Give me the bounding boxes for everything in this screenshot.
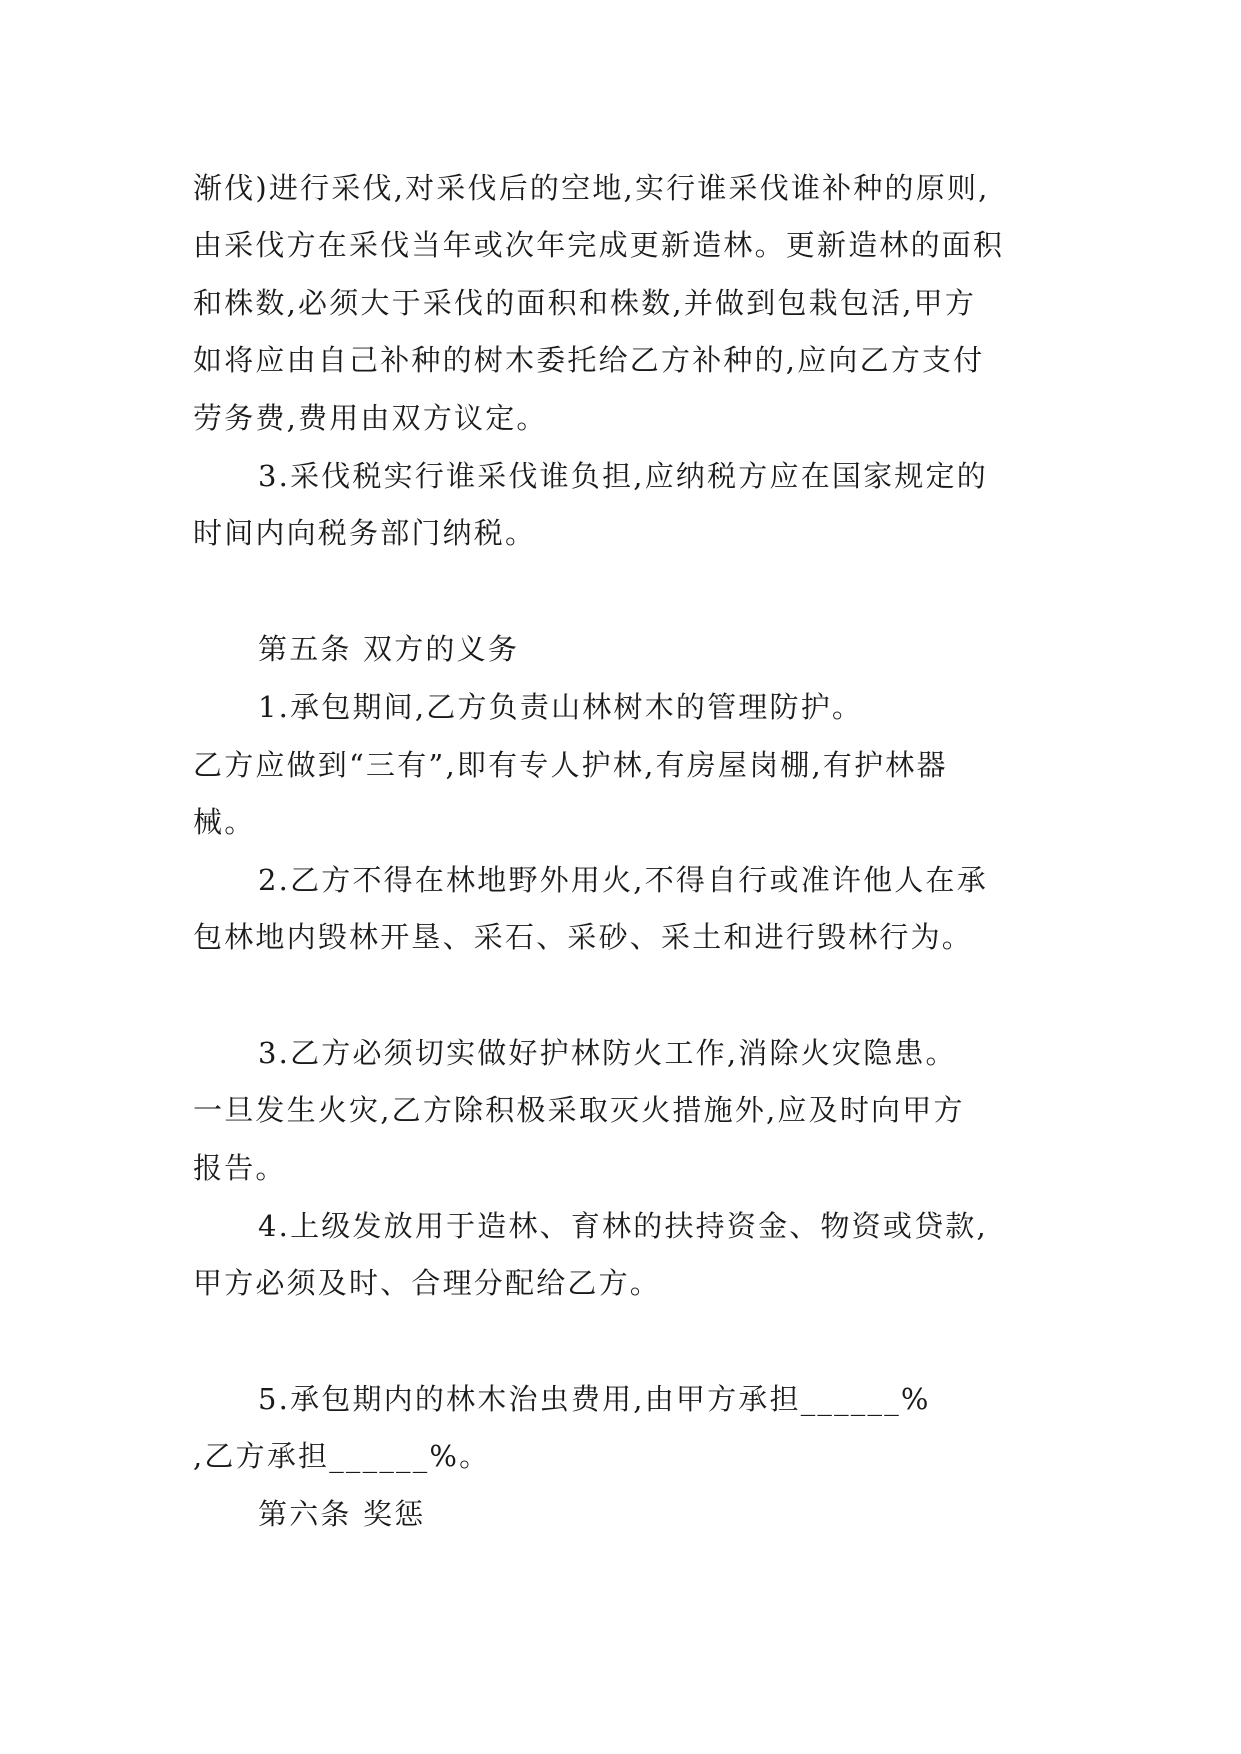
paragraph-line: 时间内向税务部门纳税。	[193, 516, 537, 550]
paragraph-line: 1.承包期间,乙方负责山林树木的管理防护。	[258, 690, 864, 724]
paragraph-line: 4.上级发放用于造林、育林的扶持资金、物资或贷款,	[258, 1209, 988, 1243]
section-heading: 第五条 双方的义务	[258, 632, 520, 666]
paragraph-line: 渐伐)进行采伐,对采伐后的空地,实行谁采伐谁补种的原则,	[193, 171, 990, 205]
paragraph-line: 由采伐方在采伐当年或次年完成更新造林。更新造林的面积	[193, 228, 1005, 262]
paragraph-line: 一旦发生火灾,乙方除积极采取灭火措施外,应及时向甲方	[193, 1093, 965, 1127]
paragraph-line: 械。	[193, 805, 256, 839]
paragraph-line: 劳务费,费用由双方议定。	[193, 401, 548, 435]
paragraph-line: 5.承包期内的林木治虫费用,由甲方承担______%	[258, 1382, 931, 1416]
paragraph-line: 报告。	[193, 1151, 287, 1185]
section-heading: 第六条 奖惩	[258, 1497, 426, 1531]
paragraph-line: ,乙方承担______%。	[193, 1439, 491, 1473]
paragraph-line: 和株数,必须大于采伐的面积和株数,并做到包栽包活,甲方	[193, 286, 977, 320]
paragraph-line: 2.乙方不得在林地野外用火,不得自行或准许他人在承	[258, 863, 988, 897]
paragraph-line: 乙方应做到“三有”,即有专人护林,有房屋岗棚,有护林器	[193, 748, 948, 782]
paragraph-line: 3.采伐税实行谁采伐谁负担,应纳税方应在国家规定的	[258, 459, 988, 493]
paragraph-line: 如将应由自己补种的树木委托给乙方补种的,应向乙方支付	[193, 343, 985, 377]
paragraph-line: 3.乙方必须切实做好护林防火工作,消除火灾隐患。	[258, 1036, 957, 1070]
paragraph-line: 甲方必须及时、合理分配给乙方。	[193, 1266, 662, 1300]
paragraph-line: 包林地内毁林开垦、采石、采砂、采土和进行毁林行为。	[193, 920, 974, 954]
